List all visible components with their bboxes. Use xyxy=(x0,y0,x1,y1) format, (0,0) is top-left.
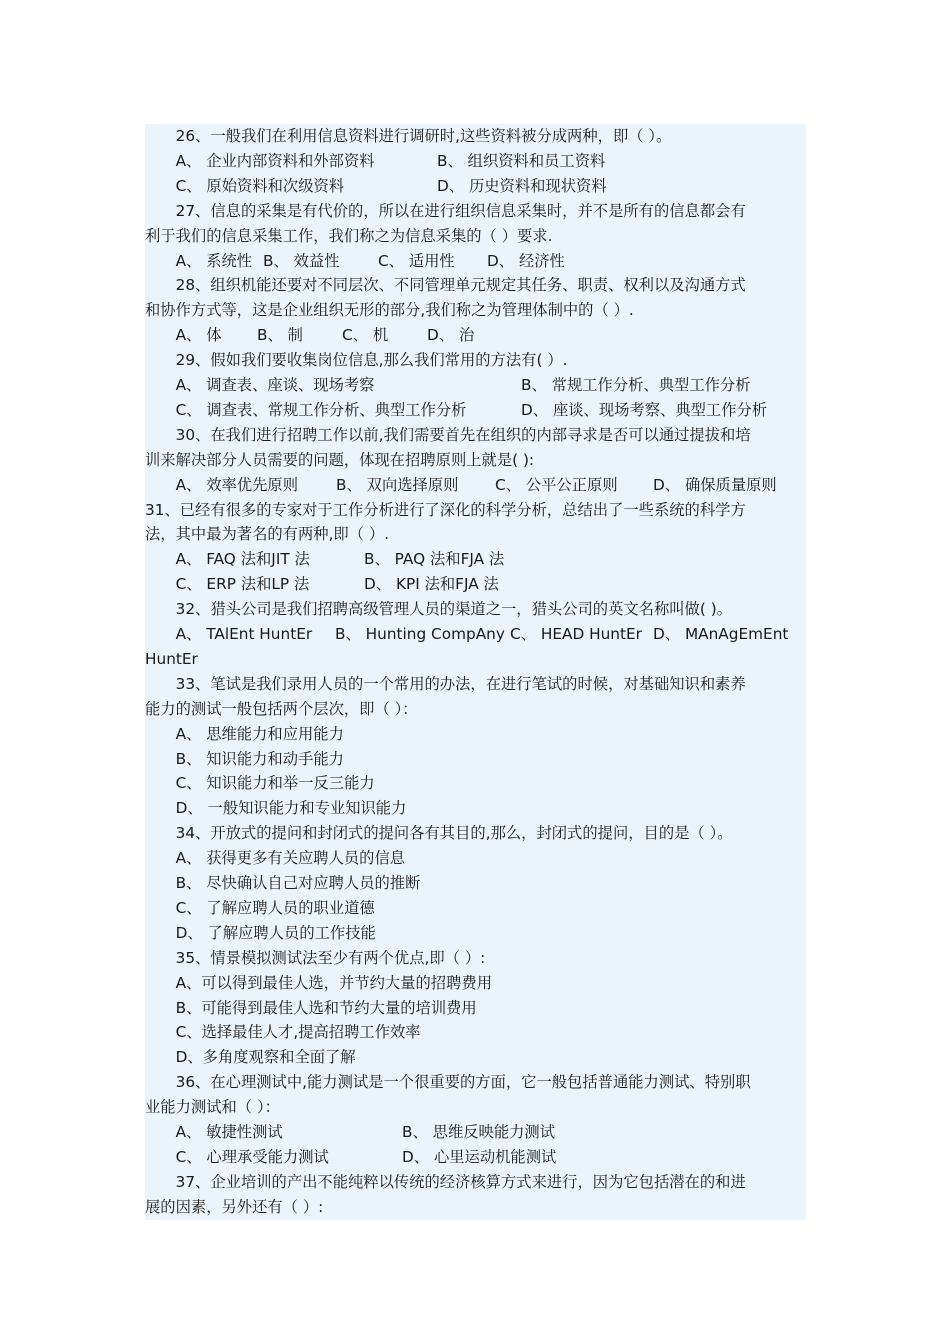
text-line: 31、已经有很多的专家对于工作分析进行了深化的科学分析，总结出了一些系统的科学方 xyxy=(145,500,746,519)
option-cell: A、 企业内部资料和外部资料 xyxy=(145,151,375,170)
option-row xyxy=(145,249,806,274)
option-cell: B、 常规工作分析、典型工作分析 xyxy=(521,376,751,394)
option-cell: A、 TAlEnt HuntEr xyxy=(145,625,313,643)
text-line: A、 获得更多有关应聘人员的信息 xyxy=(145,849,406,868)
option-cell: A、 系统性 xyxy=(145,251,253,270)
text-line: HuntEr xyxy=(145,649,198,668)
option-row xyxy=(145,547,806,572)
option-cell: C、 HEAD HuntEr xyxy=(510,625,642,643)
option-row xyxy=(145,149,806,174)
option-row xyxy=(145,373,806,398)
option-cell: B、 制 xyxy=(257,326,303,345)
text-line: 30、在我们进行招聘工作以前,我们需要首先在组织的内部寻求是否可以通过提拔和培 xyxy=(145,425,751,444)
option-cell: A、 调查表、座谈、现场考察 xyxy=(145,376,375,394)
text-line: 27、信息的采集是有代价的，所以在进行组织信息采集时，并不是所有的信息都会有 xyxy=(145,201,746,220)
option-cell: D、 心里运动机能测试 xyxy=(402,1147,557,1166)
option-cell: B、 双向选择原则 xyxy=(336,475,459,494)
option-cell: C、 心理承受能力测试 xyxy=(145,1147,329,1166)
option-cell: D、 治 xyxy=(427,326,475,345)
text-line: D、多角度观察和全面了解 xyxy=(145,1048,356,1067)
option-row xyxy=(145,323,806,348)
text-line: 训来解决部分人员需要的问题，体现在招聘原则上就是( ): xyxy=(145,450,535,469)
option-row xyxy=(145,398,806,423)
option-cell: C、 机 xyxy=(342,326,389,345)
text-line: 业能力测试和（ ）： xyxy=(145,1098,280,1117)
text-line: 34、开放式的提问和封闭式的提问各有其目的,那么，封闭式的提问，目的是（ ）。 xyxy=(145,824,733,843)
option-row xyxy=(145,1145,806,1170)
text-line: B、可能得到最佳人选和节约大量的培训费用 xyxy=(145,998,477,1017)
option-cell: D、 KPI 法和FJA 法 xyxy=(364,575,499,594)
option-cell: D、 MAnAgEmEnt xyxy=(653,625,789,643)
text-line: 32、猎头公司是我们招聘高级管理人员的渠道之一，猎头公司的英文名称叫做( )。 xyxy=(145,600,732,619)
text-line: C、 了解应聘人员的职业道德 xyxy=(145,898,375,917)
option-cell: B、 思维反映能力测试 xyxy=(402,1123,556,1141)
text-line: C、 知识能力和举一反三能力 xyxy=(145,774,375,793)
text-line: 26、一般我们在利用信息资料进行调研时,这些资料被分成两种，即（ ）。 xyxy=(145,127,672,145)
text-line: 37、企业培训的产出不能纯粹以传统的经济核算方式来进行，因为它包括潜在的和进 xyxy=(145,1172,746,1191)
text-line: 33、笔试是我们录用人员的一个常用的办法，在进行笔试的时候，对基础知识和素养 xyxy=(145,674,746,693)
option-row xyxy=(145,1120,806,1145)
text-line: C、选择最佳人才,提高招聘工作效率 xyxy=(145,1023,421,1042)
option-row xyxy=(145,473,806,498)
option-cell: C、 调查表、常规工作分析、典型工作分析 xyxy=(145,400,467,419)
option-row xyxy=(145,572,806,597)
text-line: 36、在心理测试中,能力测试是一个很重要的方面，它一般包括普通能力测试、特别职 xyxy=(145,1073,751,1092)
text-line: 利于我们的信息采集工作，我们称之为信息采集的（ ）要求. xyxy=(145,226,553,245)
text-line: D、 了解应聘人员的工作技能 xyxy=(145,923,376,942)
option-cell: A、 体 xyxy=(145,326,222,345)
option-cell: B、 PAQ 法和FJA 法 xyxy=(364,550,505,569)
option-cell: D、 确保质量原则 xyxy=(653,475,777,494)
text-line: 法，其中最为著名的有两种,即（ ）. xyxy=(145,525,390,544)
option-cell: D、 历史资料和现状资料 xyxy=(437,176,607,195)
option-cell: C、 原始资料和次级资料 xyxy=(145,176,345,195)
text-line: 和协作方式等，这是企业组织无形的部分,我们称之为管理体制中的（ ）. xyxy=(145,301,634,320)
option-cell: B、 组织资料和员工资料 xyxy=(437,151,606,170)
text-line: 35、情景模拟测试法至少有两个优点,即（ ）: xyxy=(145,948,486,967)
text-line: 展的因素，另外还有（ ）: xyxy=(145,1197,324,1216)
option-cell: D、 经济性 xyxy=(487,251,565,270)
option-cell: B、 Hunting CompAny xyxy=(335,625,505,643)
option-row xyxy=(145,174,806,199)
text-line: 能力的测试一般包括两个层次，即（ ）： xyxy=(145,699,418,718)
text-line: D、 一般知识能力和专业知识能力 xyxy=(145,799,407,818)
option-cell: C、 适用性 xyxy=(378,251,455,270)
document-page xyxy=(145,124,806,1220)
option-cell: B、 效益性 xyxy=(263,251,340,270)
text-line: B、 尽快确认自己对应聘人员的推断 xyxy=(145,874,421,892)
text-line: 28、组织机能还要对不同层次、不同管理单元规定其任务、职责、权利以及沟通方式 xyxy=(145,276,746,295)
option-cell: A、 效率优先原则 xyxy=(145,475,298,494)
option-cell: C、 公平公正原则 xyxy=(495,475,618,494)
text-line: A、 思维能力和应用能力 xyxy=(145,724,344,743)
text-line: B、 知识能力和动手能力 xyxy=(145,749,344,768)
text-line: A、可以得到最佳人选，并节约大量的招聘费用 xyxy=(145,973,492,992)
option-cell: D、 座谈、现场考察、典型工作分析 xyxy=(521,400,768,419)
option-cell: A、 FAQ 法和JIT 法 xyxy=(145,550,310,569)
option-cell: A、 敏捷性测试 xyxy=(145,1123,283,1141)
option-row xyxy=(145,622,806,647)
text-line: 29、假如我们要收集岗位信息,那么我们常用的方法有( ）. xyxy=(145,351,568,370)
option-cell: C、 ERP 法和LP 法 xyxy=(145,575,310,594)
